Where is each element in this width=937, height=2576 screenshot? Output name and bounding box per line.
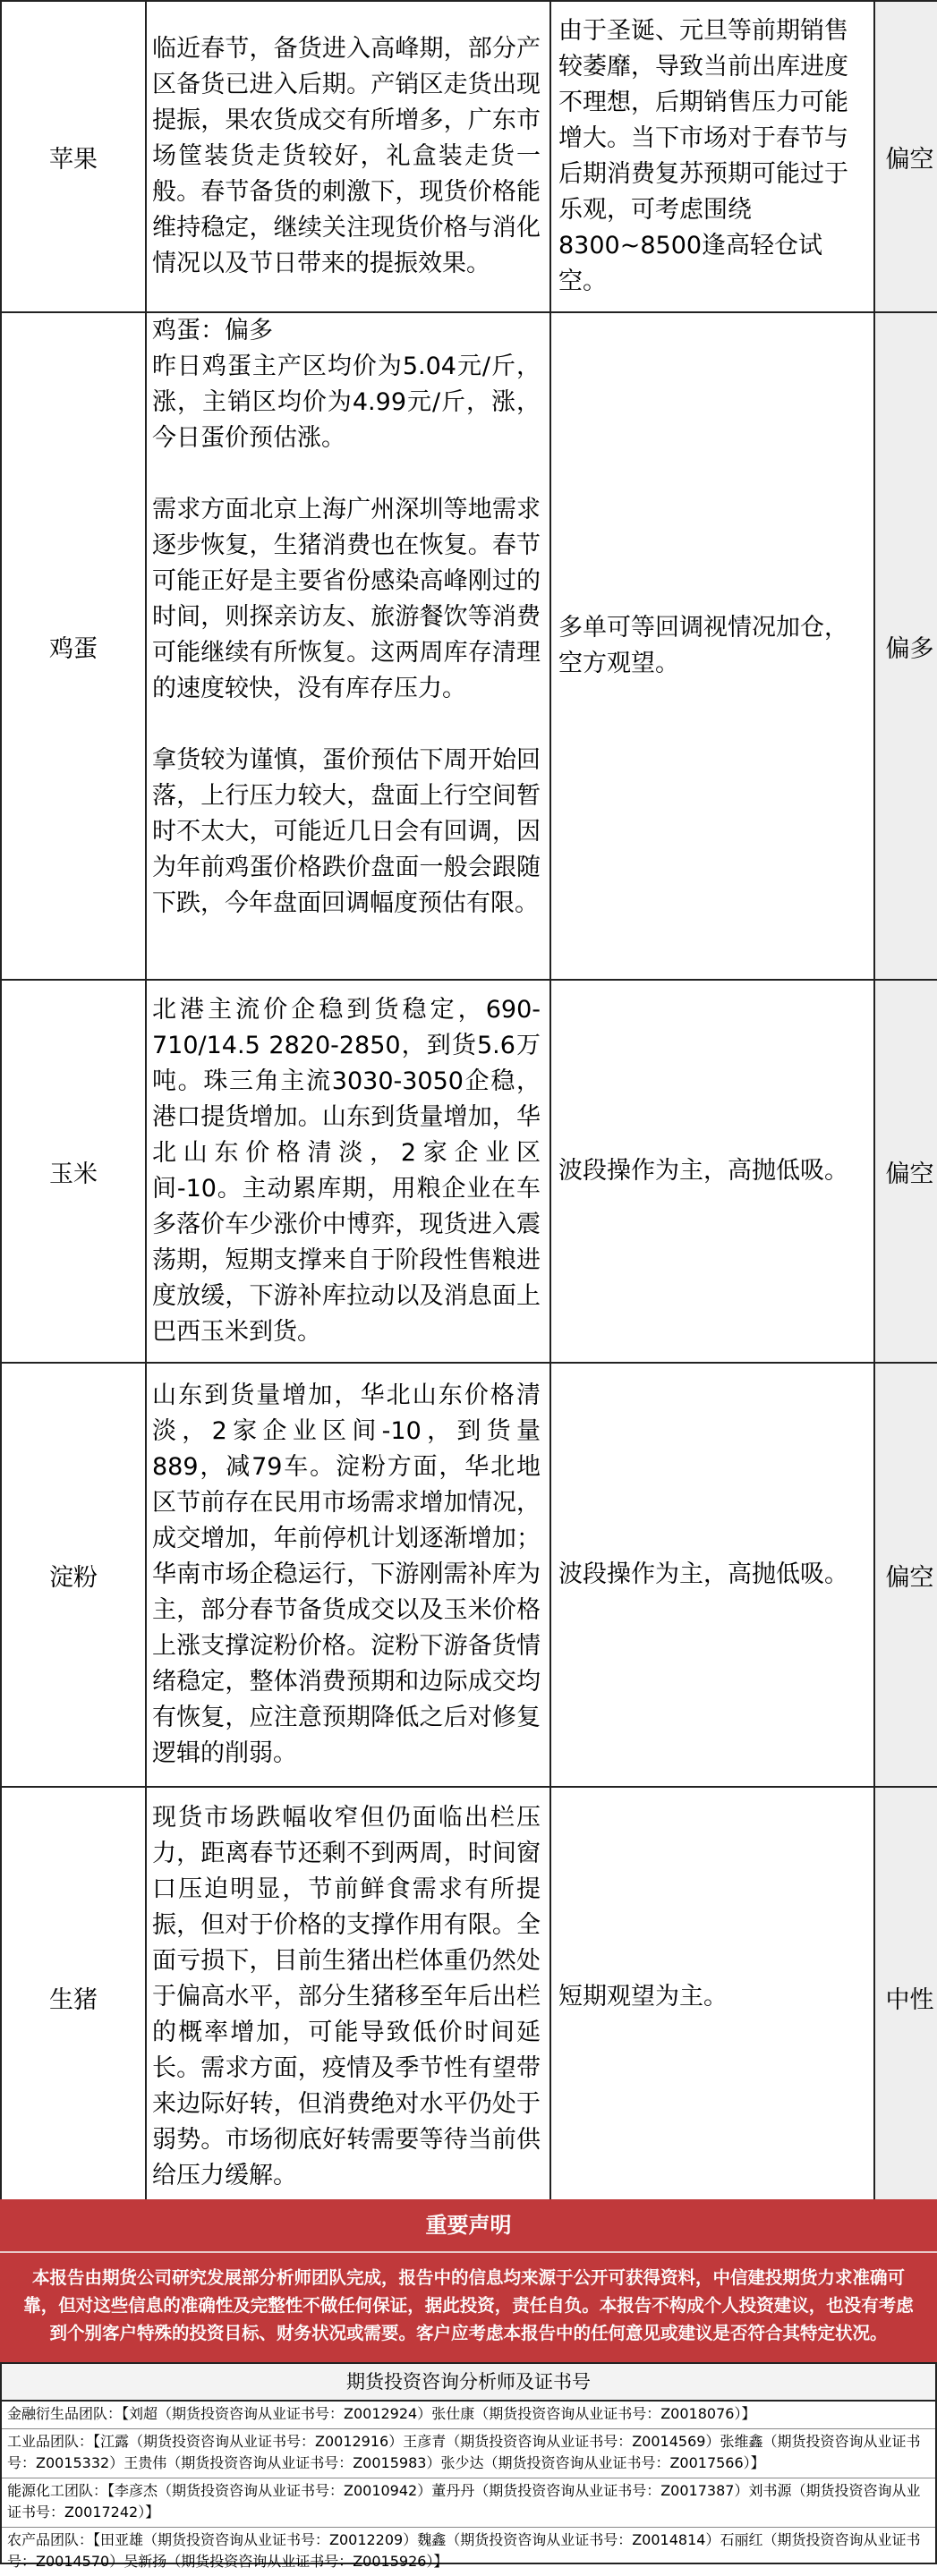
direction-badge: 偏多	[874, 312, 937, 980]
analyst-panel	[0, 2362, 937, 2570]
market-view	[146, 312, 550, 980]
market-view	[146, 980, 550, 1363]
view-paragraph: 现货市场跌幅收窄但仍面临出栏压力，距离春节还剩不到两周，时间窗口压迫明显，节前鲜食需求有所提振，但对于价格的支撑作用有限。全面亏损下，目前生猪出栏体重仍然处于偏高水平，部分生猪移至年后出栏的概率增加，可能导致低价时间延长。需求方面，疫情及季节性有望带来边际好转，但消费绝对水平仍处于弱势。市场彻底好转需要等待当前供给压力缓解。	[152, 1804, 541, 2189]
view-paragraph: 拿货较为谨慎，蛋价预估下周开始回落，上行压力较大，盘面上行空间暂时不太大，可能近几日会有回调，因为年前鸡蛋价格跌价盘面一般会跟随下跌，今年盘面回调幅度预估有限。	[152, 746, 541, 917]
disclaimer-title: 重要声明	[0, 2199, 937, 2253]
analyst-panel-title: 期货投资咨询分析师及证书号	[2, 2364, 935, 2402]
market-view	[146, 1, 550, 312]
commodity-name: 苹果	[1, 1, 146, 312]
view-paragraph: 临近春节，备货进入高峰期，部分产区备货已进入后期。产销区走货出现提振，果农货成交有所增多，广东市场筐装货走货较好，礼盒装走货一般。春节备货的刺激下，现货价格能维持稳定，继续关注现货价格与消化情况以及节日带来的提振效果。	[152, 35, 541, 277]
direction-badge: 偏空	[874, 1, 937, 312]
table-row	[1, 1363, 937, 1787]
table-row	[1, 980, 937, 1363]
direction-badge: 中性	[874, 1787, 937, 2207]
disclaimer-body: 本报告由期货公司研究发展部分析师团队完成，报告中的信息均来源于公开可获得资料，中信建投期货力求准确可靠，但对这些信息的准确性及完整性不做任何保证，据此投资，责任自负。本报告不构成个人投资建议，也没有考虑到个别客户特殊的投资目标、财务状况或需要。客户应考虑本报告中的任何意见或建议是否符合其特定状况。	[23, 2267, 914, 2343]
strategy-advice: 由于圣诞、元旦等前期销售较萎靡，导致当前出库进度不理想，后期销售压力可能增大。当下市场对于春节与后期消费复苏预期可能过于乐观，可考虑围绕8300~8500逢高轻仓试空。	[550, 1, 874, 312]
view-paragraph: 鸡蛋：偏多 昨日鸡蛋主产区均价为5.04元/斤，涨，主销区均价为4.99元/斤，涨，今日蛋价预估涨。	[152, 317, 541, 452]
strategy-advice: 波段操作为主，高抛低吸。	[550, 1363, 874, 1787]
commodity-name: 淀粉	[1, 1363, 146, 1787]
strategy-advice: 波段操作为主，高抛低吸。	[550, 980, 874, 1363]
analyst-team-list-item: 金融衍生品团队：【刘超（期货投资咨询从业证书号：Z0012924）张仕康（期货投资咨询从业证书号：Z0018076）】	[2, 2402, 935, 2429]
commodity-name: 玉米	[1, 980, 146, 1363]
strategy-advice: 短期观望为主。	[550, 1787, 874, 2207]
commodity-name: 生猪	[1, 1787, 146, 2207]
direction-badge: 偏空	[874, 1363, 937, 1787]
direction-badge: 偏空	[874, 980, 937, 1363]
disclaimer-panel	[0, 2199, 937, 2362]
market-view	[146, 1787, 550, 2207]
view-paragraph: 北港主流价企稳到货稳定，690-710/14.5 2820-2850，到货5.6万吨。珠三角主流3030-3050企稳，港口提货增加。山东到货量增加，华北山东价格清淡，2家企业区间-10。主动累库期，用粮企业在车多落价车少涨价中博弈，现货进入震荡期，短期支撑来自于阶段性售粮进度放缓，下游补库拉动以及消息面上巴西玉米到货。	[152, 996, 541, 1346]
view-paragraph: 需求方面北京上海广州深圳等地需求逐步恢复，生猪消费也在恢复。春节可能正好是主要省份感染高峰刚过的时间，则探亲访友、旅游餐饮等消费可能继续有所恢复。这两周库存清理的速度较快，没有库存压力。	[152, 496, 541, 702]
table-row	[1, 1787, 937, 2207]
analyst-team-list-item: 工业品团队：【江露（期货投资咨询从业证书号：Z0012916）王彦青（期货投资咨询从业证书号：Z0014569）张维鑫（期货投资咨询从业证书号：Z0015332）王贵伟（期货投资咨询从业证书号：Z0015983）张少达（期货投资咨询从业证书号：Z0017566）】	[2, 2429, 935, 2478]
analyst-team-list-item: 农产品团队：【田亚雄（期货投资咨询从业证书号：Z0012209）魏鑫（期货投资咨询从业证书号：Z0014814）石丽红（期货投资咨询从业证书号：Z0014570）吴新扬（期货投资咨询从业证书号：Z0015926）】	[7, 2531, 921, 2570]
strategy-advice: 多单可等回调视情况加仓，空方观望。	[550, 312, 874, 980]
table-row	[1, 1, 937, 312]
commodity-name: 鸡蛋	[1, 312, 146, 980]
market-view	[146, 1363, 550, 1787]
analyst-team-list-item: 能源化工团队：【李彦杰（期货投资咨询从业证书号：Z0010942）董丹丹（期货投资咨询从业证书号：Z0017387）刘书源（期货投资咨询从业证书号：Z0017242）】	[2, 2478, 935, 2528]
table-row	[1, 312, 937, 980]
view-paragraph: 山东到货量增加，华北山东价格清淡，2家企业区间-10，到货量889，减79车。淀粉方面，华北地区节前存在民用市场需求增加情况，成交增加，年前停机计划逐渐增加；华南市场企稳运行，下游刚需补库为主，部分春节备货成交以及玉米价格上涨支撑淀粉价格。淀粉下游备货情绪稳定，整体消费预期和边际成交均有恢复，应注意预期降低之后对修复逻辑的削弱。	[152, 1382, 541, 1767]
